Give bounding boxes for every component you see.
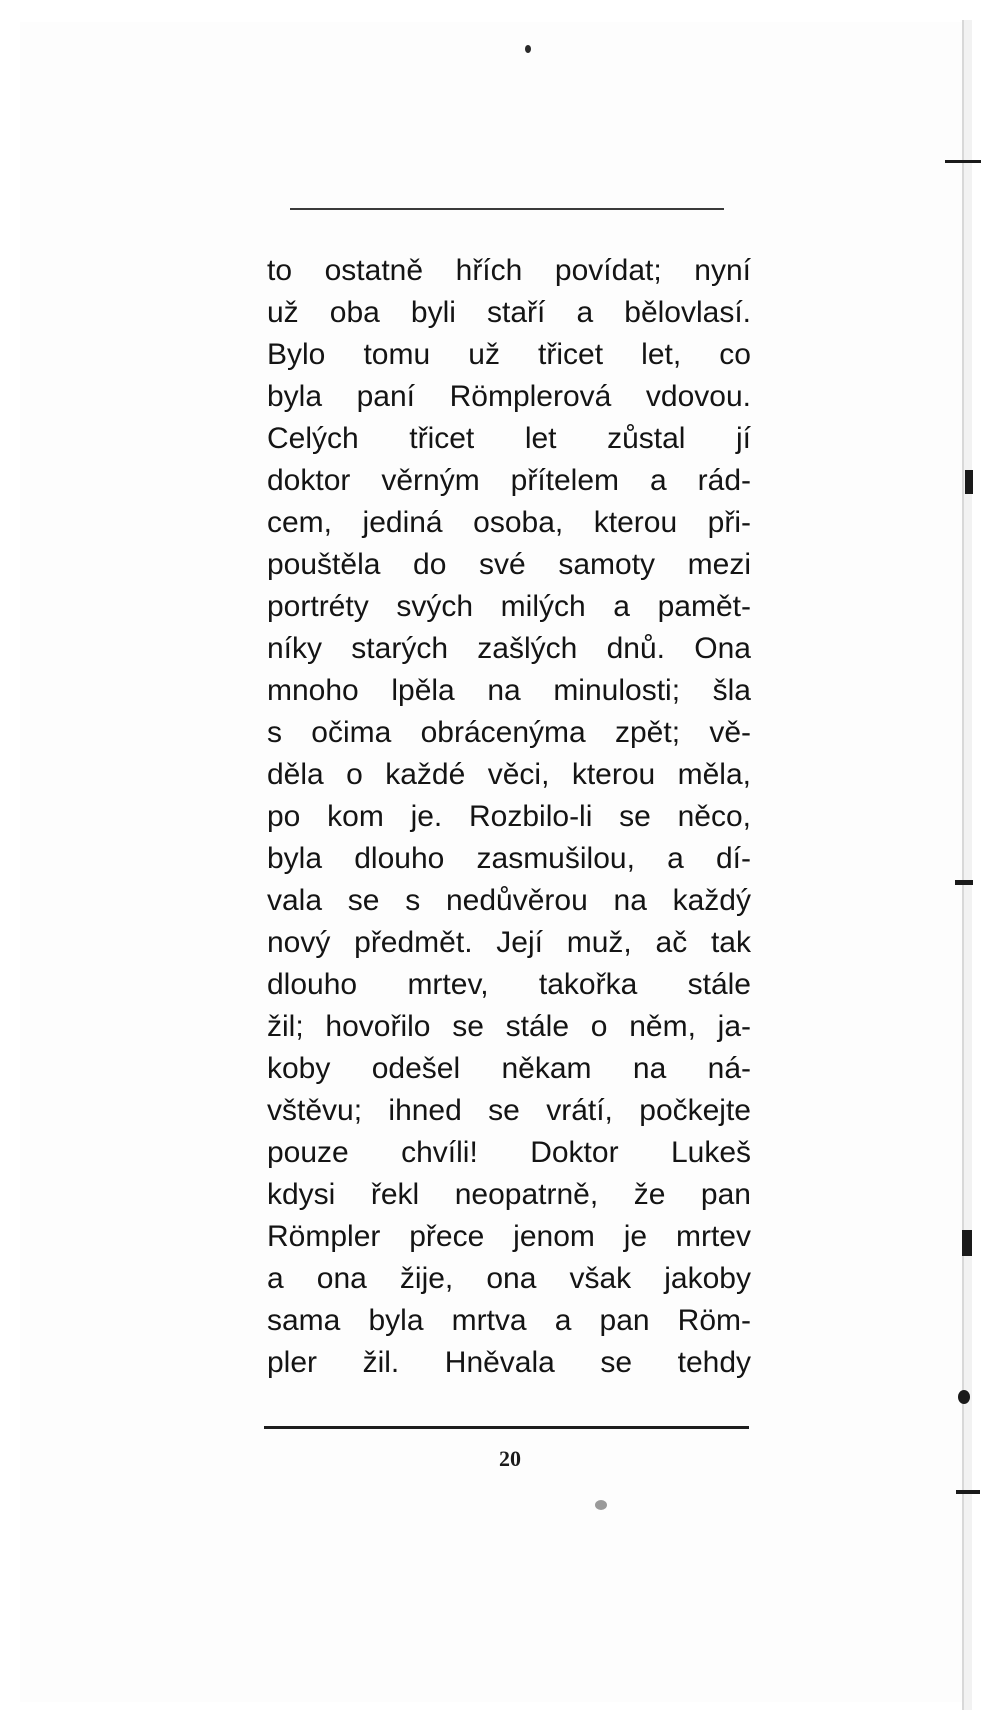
text-line: pler žil. Hněvala se tehdy: [267, 1346, 751, 1379]
edge-mark: [955, 880, 973, 885]
text-line: už oba byli staří a bělovlasí.: [267, 296, 751, 329]
edge-mark: [945, 160, 981, 163]
page-edge: [962, 20, 972, 1710]
text-line: vštěvu; ihned se vrátí, počkejte: [267, 1094, 751, 1127]
edge-mark: [956, 1490, 980, 1494]
text-line: portréty svých milých a pamět-: [267, 590, 751, 623]
text-line: s očima obrácenýma zpět; vě-: [267, 716, 751, 749]
text-line: byla paní Römplerová vdovou.: [267, 380, 751, 413]
text-line: pouštěla do své samoty mezi: [267, 548, 751, 581]
edge-mark: [958, 1390, 970, 1404]
text-line: pouze chvíli! Doktor Lukeš: [267, 1136, 751, 1169]
footer-rule: [264, 1426, 749, 1429]
text-line: děla o každé věci, kterou měla,: [267, 758, 751, 791]
text-line: Römpler přece jenom je mrtev: [267, 1220, 751, 1253]
text-line: sama byla mrtva a pan Röm-: [267, 1304, 751, 1337]
text-line: žil; hovořilo se stále o něm, ja-: [267, 1010, 751, 1043]
page-number: 20: [499, 1446, 521, 1471]
text-line: vala se s nedůvěrou na každý: [267, 884, 751, 917]
ink-speck: [525, 45, 531, 53]
header-rule: [290, 208, 724, 210]
text-line: po kom je. Rozbilo-li se něco,: [267, 800, 751, 833]
text-line: a ona žije, ona však jakoby: [267, 1262, 751, 1295]
text-line: doktor věrným přítelem a rád-: [267, 464, 751, 497]
text-line: níky starých zašlých dnů. Ona: [267, 632, 751, 665]
text-line: dlouho mrtev, takořka stále: [267, 968, 751, 1001]
text-line: koby odešel někam na ná-: [267, 1052, 751, 1085]
text-line: nový předmět. Její muž, ač tak: [267, 926, 751, 959]
text-line: to ostatně hřích povídat; nyní: [267, 254, 751, 287]
text-line: Bylo tomu už třicet let, co: [267, 338, 751, 371]
text-line: kdysi řekl neopatrně, že pan: [267, 1178, 751, 1211]
edge-mark: [965, 470, 973, 494]
edge-mark: [962, 1230, 972, 1256]
text-line: mnoho lpěla na minulosti; šla: [267, 674, 751, 707]
text-line: Celých třicet let zůstal jí: [267, 422, 751, 455]
text-line: byla dlouho zasmušilou, a dí-: [267, 842, 751, 875]
text-line: cem, jediná osoba, kterou při-: [267, 506, 751, 539]
ink-speck: [595, 1500, 607, 1510]
